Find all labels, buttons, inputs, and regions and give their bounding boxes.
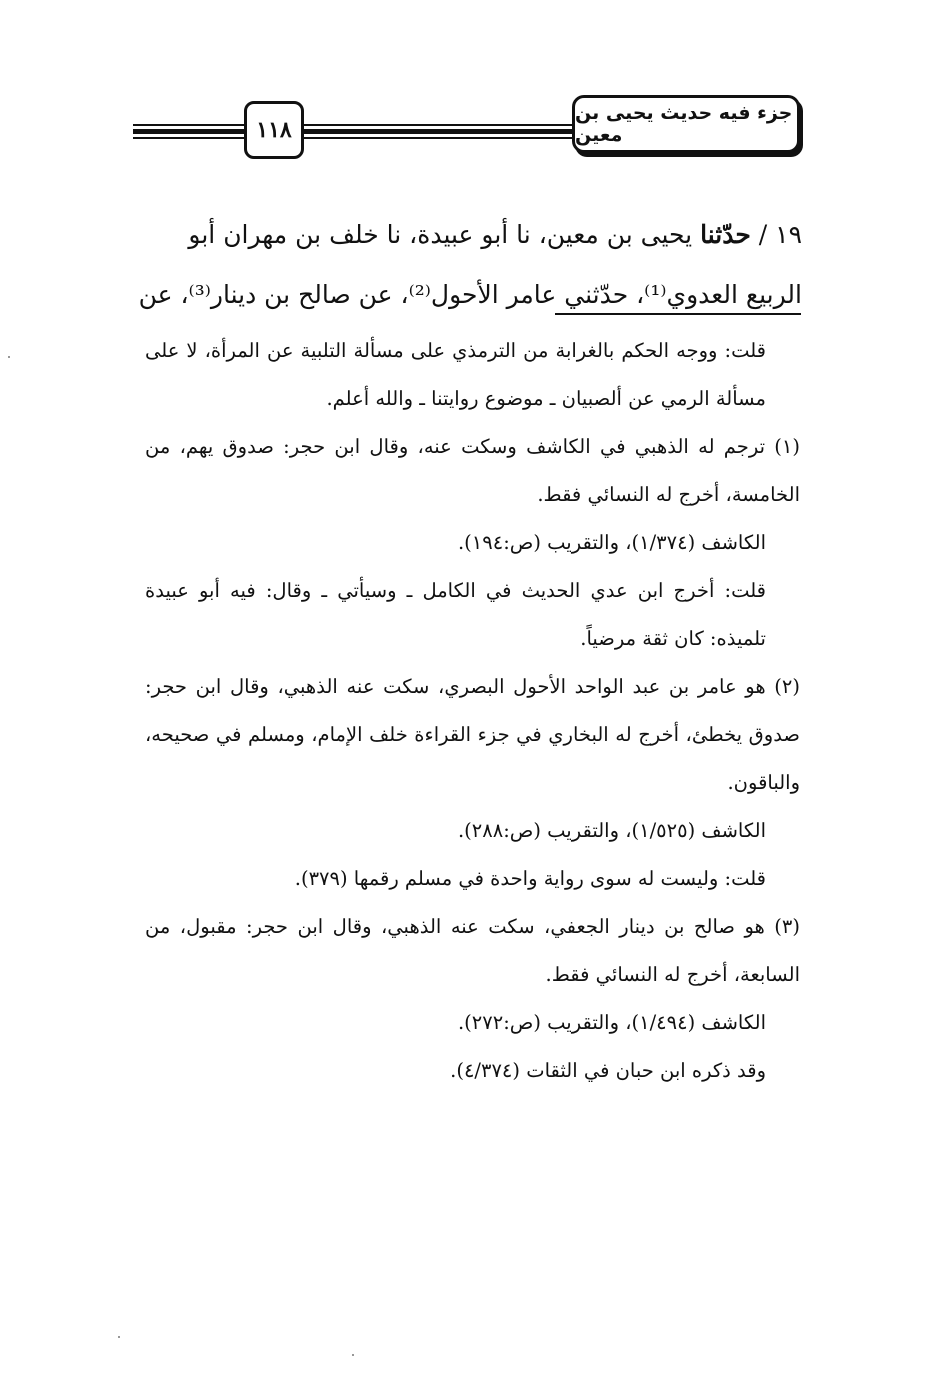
- main-line-2: الربيع العدوي⁽¹⁾، حدّثني عامر الأحول⁽²⁾، عن صالح بن دينار⁽³⁾، عن: [138, 280, 802, 309]
- scan-speck: [8, 356, 10, 358]
- footnote-separator: [555, 313, 801, 315]
- main-line-1-rest: يحيى بن معين، نا أبو عبيدة، نا خلف بن مهران أبو: [188, 220, 693, 249]
- header-rule-middle: [133, 129, 573, 134]
- page-number: ١١٨: [244, 101, 304, 159]
- footnote-3: (٣) هو صالح بن دينار الجعفي، سكت عنه الذهبي، وقال ابن حجر: مقبول، من السابعة، أخرج له النسائي فقط.: [145, 915, 800, 986]
- scan-speck: [118, 1336, 120, 1338]
- footnote-3-comment: وقد ذكره ابن حبان في الثقات (٤/٣٧٤).: [450, 1059, 766, 1082]
- scan-speck: [352, 1354, 354, 1356]
- main-text: [135, 205, 802, 325]
- header-rule-top: [133, 124, 573, 126]
- footnote-2-ref: الكاشف (١/٥٢٥)، والتقريب (ص:٢٨٨).: [457, 819, 766, 842]
- footnote-1-ref: الكاشف (١/٣٧٤)، والتقريب (ص:١٩٤).: [457, 531, 766, 554]
- footnote-2-comment: قلت: وليست له سوى رواية واحدة في مسلم رقمها (٣٧٩).: [294, 867, 766, 890]
- prev-note: قلت: ووجه الحكم بالغرابة من الترمذي على مسألة التلبية عن المرأة، لا على مسألة الرمي عن ألصبيان ـ موضوع روايتنا ـ والله أعلم.: [145, 339, 766, 410]
- header-rule-bottom: [133, 137, 573, 139]
- book-title: جزء فيه حديث يحيى بن معين: [572, 95, 800, 153]
- hadith-number: ١٩ /: [758, 220, 802, 249]
- footnote-2: (٢) هو عامر بن عبد الواحد الأحول البصري، سكت عنه الذهبي، وقال ابن حجر: صدوق يخطئ، أخرج له البخاري في جزء القراءة خلف الإمام، ومسلم في صحيحه، والباقون.: [145, 675, 800, 794]
- footnote-1-comment: قلت: أخرج ابن عدي الحديث في الكامل ـ وسيأتي ـ وقال: فيه أبو عبيدة تلميذه: كان ثقة مرضياً.: [145, 579, 766, 650]
- footnote-1: (١) ترجم له الذهبي في الكاشف وسكت عنه، وقال ابن حجر: صدوق يهم، من الخامسة، أخرج له النسائي فقط.: [145, 435, 800, 506]
- main-line-1: [135, 205, 802, 265]
- footnotes: [145, 327, 800, 1095]
- footnote-3-ref: الكاشف (١/٤٩٤)، والتقريب (ص:٢٧٢).: [457, 1011, 766, 1034]
- lead-word: حدّثنا: [700, 220, 751, 249]
